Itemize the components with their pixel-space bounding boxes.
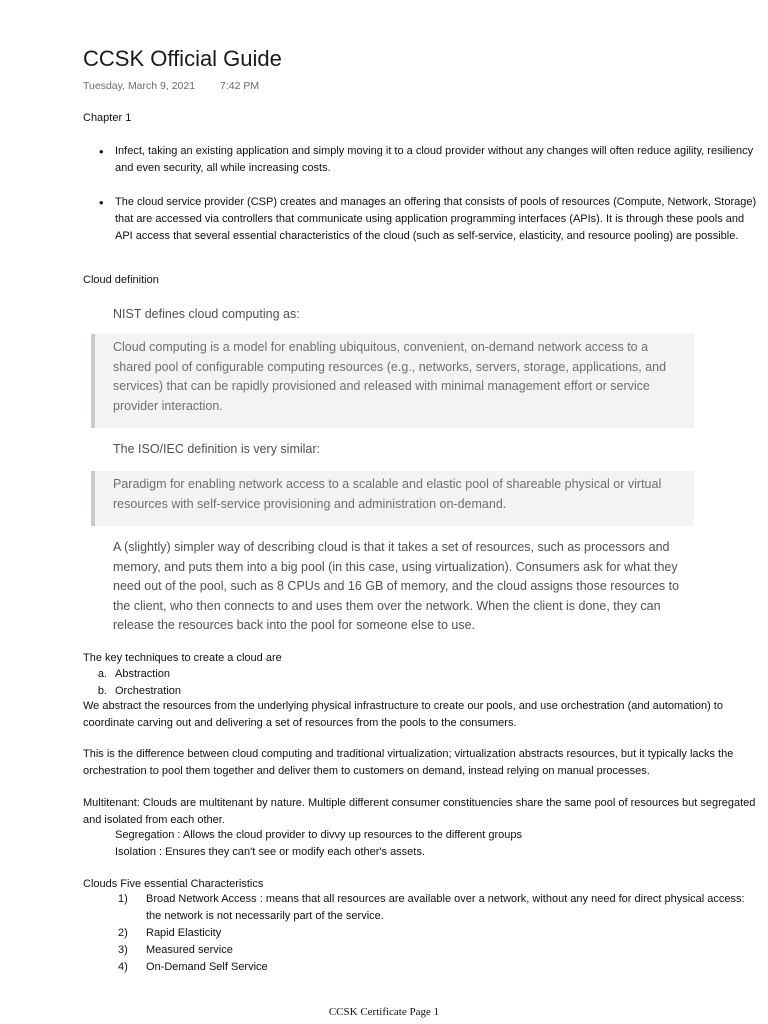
list-marker: a. <box>97 668 107 680</box>
list-marker: b. <box>97 685 107 697</box>
simpler-description: A (slightly) simpler way of describing cloud is that it takes a set of resources, such as processors and memory, and puts them into a big pool (in this case, using virtualization). Consumers ask for what they need out of the pool, such as 8 CPUs and 16 GB of memory, and the cloud assigns those resources to the client, who then connects to and uses them over the network. When the client is done, they can release the resources back into the pool for someone else to use. <box>113 540 680 632</box>
list-item <box>118 891 758 925</box>
virtualization-difference-paragraph: This is the difference between cloud computing and traditional virtualization; virtualization abstracts resources, but it typically lacks the orchestration to pool them together and deliver them to customers on demand, instead relying on manual processes. <box>83 748 734 777</box>
list-item: • The cloud service provider (CSP) creates and manages an offering that consists of pools of resources (Compute, Network, Storage) that are accessed via controllers that communicate using application programming interfaces (APIs). It is through these pools and API access that several essential characteristics of the cloud (such as self-service, elasticity, and resource pooling) are possible. <box>83 194 758 245</box>
note-time: 7:42 PM <box>219 80 260 92</box>
list-marker: 4) <box>118 961 128 973</box>
note-timestamp <box>83 80 259 92</box>
characteristics-heading: Clouds Five essential Characteristics <box>83 878 264 890</box>
characteristics-list <box>118 891 758 976</box>
list-item-text: On-Demand Self Service <box>146 961 268 973</box>
intro-bullet-list <box>83 143 758 262</box>
list-item-text: Rapid Elasticity <box>146 927 222 939</box>
techniques-intro: The key techniques to create a cloud are <box>83 652 282 664</box>
isolation-line: Isolation : Ensures they can't see or modify each other's assets. <box>115 846 425 858</box>
page-footer: CCSK Certificate Page 1 <box>328 1006 440 1018</box>
techniques-list <box>83 666 181 700</box>
list-item-text: Measured service <box>146 944 233 956</box>
nist-definition-quote: Cloud computing is a model for enabling ubiquitous, convenient, on-demand network access to a shared pool of configurable computing resources (e.g., networks, servers, storage, applications, and services) that can be rapidly provisioned and released with minimal management effort or service provider interaction. <box>91 334 694 428</box>
list-item <box>118 959 758 976</box>
segregation-line: Segregation : Allows the cloud provider to divvy up resources to the different groups <box>115 829 523 841</box>
nist-intro: NIST defines cloud computing as: <box>113 307 300 321</box>
list-item-text: Abstraction <box>115 668 171 680</box>
abstraction-paragraph: We abstract the resources from the underlying physical infrastructure to create our pools, and use orchestration (and automation) to coordinate carving out and delivering a set of resources from the pools to the consumers. <box>83 700 723 729</box>
list-marker: 3) <box>118 944 128 956</box>
multitenant-paragraph: Multitenant: Clouds are multitenant by nature. Multiple different consumer constituencies share the same pool of resources but segregated and isolated from each other. <box>83 797 756 826</box>
cloud-definition-heading: Cloud definition <box>83 274 159 286</box>
iso-intro: The ISO/IEC definition is very similar: <box>113 442 321 456</box>
note-date: Tuesday, March 9, 2021 <box>83 80 196 92</box>
chapter-heading: Chapter 1 <box>83 112 132 124</box>
page-title: CCSK Official Guide <box>83 46 282 71</box>
list-item <box>83 666 181 683</box>
list-item <box>118 925 758 942</box>
list-item <box>118 942 758 959</box>
list-marker: 2) <box>118 927 128 939</box>
list-item: • Infect, taking an existing application and simply moving it to a cloud provider without any changes will often reduce agility, resiliency and even security, all while increasing costs. <box>83 143 758 177</box>
list-item-text: Orchestration <box>115 685 182 697</box>
iso-definition-quote: Paradigm for enabling network access to a scalable and elastic pool of shareable physical or virtual resources with self-service provisioning and administration on-demand. <box>91 471 694 526</box>
list-item-text: Broad Network Access : means that all resources are available over a network, without any need for direct physical access: the network is not necessarily part of the service. <box>146 893 745 922</box>
list-marker: 1) <box>118 893 128 905</box>
